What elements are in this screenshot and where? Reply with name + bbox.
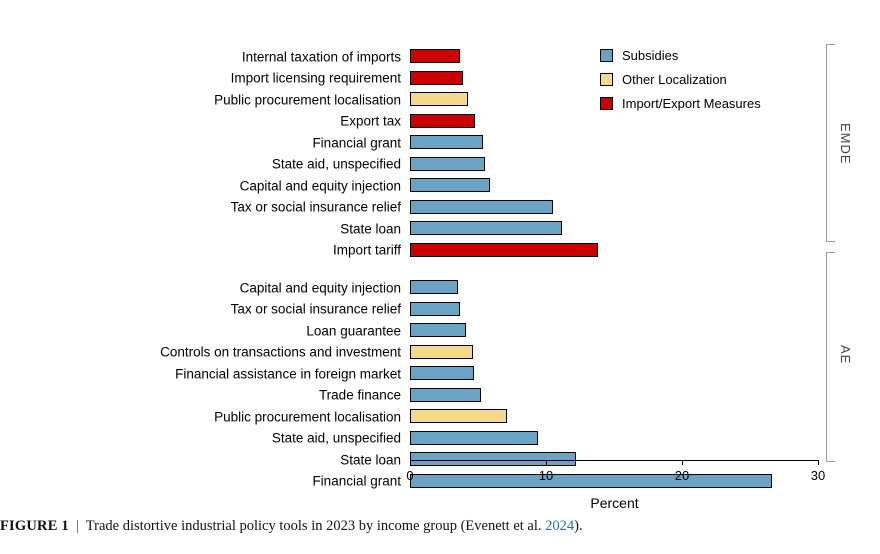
bar: [410, 452, 576, 466]
legend-item: [600, 72, 820, 87]
figure-caption: [0, 518, 880, 535]
bar-row: [271, 428, 818, 449]
bar-row: [271, 154, 818, 175]
bar-row: [160, 342, 818, 363]
bar-row: [214, 406, 818, 427]
bar-category-label: Import licensing requirement: [230, 70, 401, 86]
caption-separator: |: [75, 518, 79, 534]
group-bracket-ae: [826, 252, 835, 462]
x-axis-tick-label: 10: [538, 468, 554, 483]
bar-row: [312, 132, 818, 153]
bar-category-label: Tax or social insurance relief: [230, 301, 401, 317]
bar-category-label: Controls on transactions and investment: [160, 344, 401, 360]
group-bracket-emde: [826, 44, 835, 242]
bar: [410, 388, 481, 402]
bar-category-label: Financial assistance in foreign market: [175, 365, 401, 381]
bar-row: [312, 471, 818, 492]
legend-label: Other Localization: [622, 72, 727, 87]
legend-swatch: [600, 49, 613, 62]
bar: [410, 302, 460, 316]
citation-link[interactable]: 2024: [545, 518, 575, 534]
bar-row: [230, 197, 818, 218]
bar: [410, 280, 458, 294]
bar: [410, 221, 562, 235]
caption-text-end: ).: [574, 518, 583, 534]
bar: [410, 71, 463, 85]
bar: [410, 49, 460, 63]
bar-row: [340, 218, 818, 239]
x-axis-tick-label: 30: [810, 468, 826, 483]
caption-text: Trade distortive industrial policy tools in 2023 by income group (Evenett et al.: [85, 518, 546, 534]
bar-category-label: Capital and equity injection: [239, 177, 401, 193]
bar: [410, 92, 468, 106]
bar-category-label: Financial grant: [312, 134, 401, 150]
group-label-emde: EMDE: [838, 123, 853, 165]
bar-category-label: Internal taxation of imports: [241, 48, 401, 64]
bar-category-label: Capital and equity injection: [239, 279, 401, 295]
bar-row: [306, 320, 818, 341]
legend-item: [600, 96, 820, 111]
group-label-ae: AE: [838, 345, 853, 365]
legend-label: Subsidies: [622, 48, 679, 63]
figure-number: FIGURE 1: [0, 518, 69, 534]
bar: [410, 243, 598, 257]
bar-row: [239, 277, 818, 298]
bar: [410, 345, 473, 359]
x-axis-tick-label: 0: [406, 468, 414, 483]
bar-row: [175, 363, 818, 384]
bar: [410, 474, 772, 488]
bar: [410, 178, 490, 192]
bar-category-label: State aid, unspecified: [271, 156, 401, 172]
bar-category-label: Public procurement localisation: [214, 91, 401, 107]
x-axis-line: [410, 460, 819, 461]
legend-label: Import/Export Measures: [622, 96, 761, 111]
bar-category-label: State loan: [340, 220, 401, 236]
bar: [410, 200, 553, 214]
bar: [410, 114, 475, 128]
bar: [410, 323, 466, 337]
bar-row: [239, 175, 818, 196]
bar-category-label: Financial grant: [312, 473, 401, 489]
legend: [600, 48, 820, 120]
bar-row: [332, 240, 818, 261]
bar-category-label: Trade finance: [318, 387, 401, 403]
x-axis-tick: [682, 460, 683, 465]
bar: [410, 135, 483, 149]
legend-item: [600, 48, 820, 63]
bar-category-label: Export tax: [340, 113, 401, 129]
x-axis-tick: [410, 460, 411, 465]
bar-row: [318, 385, 818, 406]
bar-category-label: Public procurement localisation: [214, 408, 401, 424]
bar: [410, 431, 538, 445]
bar-category-label: State loan: [340, 451, 401, 467]
bar-category-label: Tax or social insurance relief: [230, 199, 401, 215]
x-axis-tick: [546, 460, 547, 465]
bar-category-label: Loan guarantee: [306, 322, 401, 338]
legend-swatch: [600, 73, 613, 86]
x-axis-tick: [818, 460, 819, 465]
bar-row: [230, 299, 818, 320]
bar-category-label: Import tariff: [332, 242, 401, 258]
bar-category-label: State aid, unspecified: [271, 430, 401, 446]
bar: [410, 157, 485, 171]
legend-swatch: [600, 97, 613, 110]
bar: [410, 409, 507, 423]
x-axis-tick-label: 20: [674, 468, 690, 483]
bar: [410, 366, 474, 380]
x-axis-title: Percent: [590, 495, 639, 511]
